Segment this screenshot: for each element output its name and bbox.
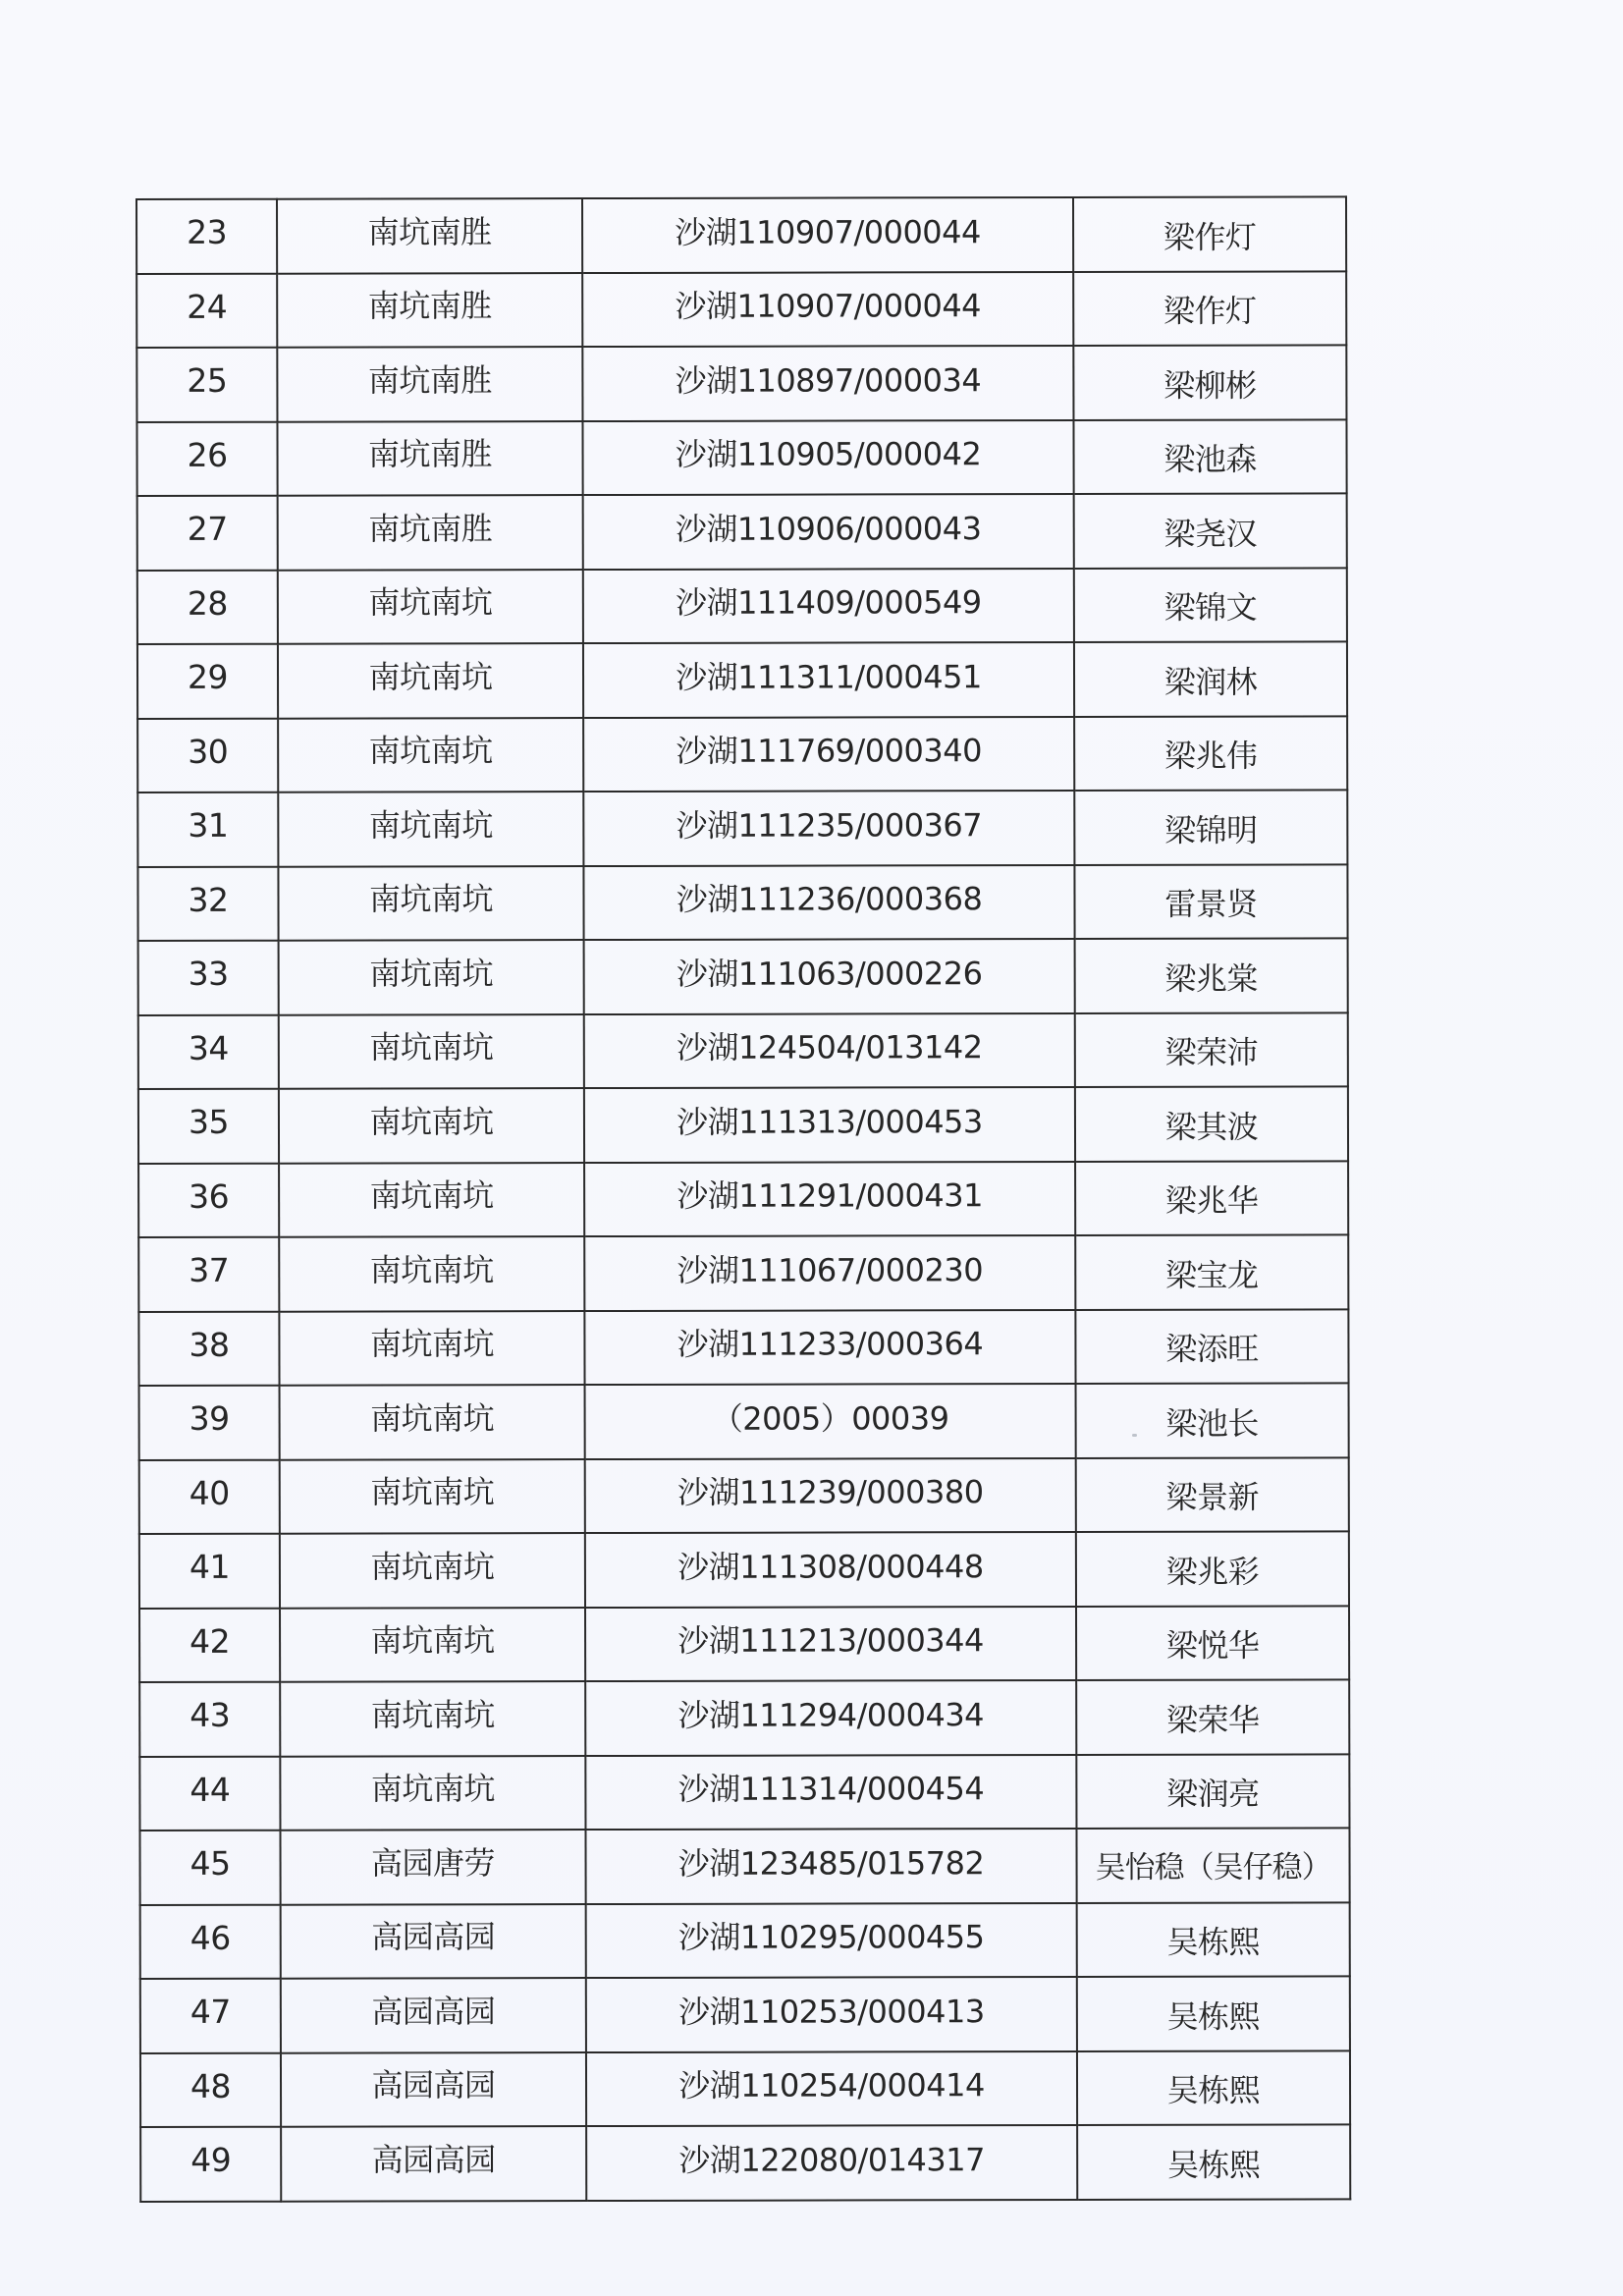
- holder-name-cell: 梁宝龙: [1075, 1234, 1348, 1309]
- table-row: [137, 864, 1347, 941]
- table-row: [138, 1012, 1348, 1089]
- holder-name-cell: 梁其波: [1075, 1086, 1348, 1161]
- village-cell: 南坑南坑: [279, 1088, 584, 1163]
- table-row: [138, 938, 1348, 1014]
- table-row: [137, 790, 1347, 866]
- certificate-number-cell: 沙湖111769/000340: [583, 716, 1074, 792]
- holder-name-cell: 梁作灯: [1073, 196, 1346, 271]
- village-cell: 南坑南坑: [279, 940, 584, 1014]
- village-cell: 南坑南坑: [280, 1681, 585, 1756]
- records-table-body: [136, 196, 1350, 2201]
- certificate-number-cell: 沙湖124504/013142: [584, 1012, 1075, 1088]
- table-row: [136, 345, 1346, 421]
- holder-name-cell: 梁锦明: [1074, 790, 1347, 864]
- row-number-cell: 38: [138, 1311, 279, 1386]
- row-number-cell: 44: [139, 1756, 280, 1831]
- certificate-number-cell: 沙湖111308/000448: [585, 1532, 1076, 1608]
- village-cell: 南坑南胜: [277, 198, 582, 273]
- village-cell: 南坑南坑: [280, 1608, 585, 1682]
- village-cell: 南坑南胜: [278, 495, 583, 570]
- holder-name-cell: 梁兆彩: [1076, 1531, 1349, 1606]
- holder-name-cell: 吴栋熙: [1077, 2124, 1350, 2199]
- village-cell: 高园高园: [281, 1904, 586, 1979]
- table-row: [139, 1606, 1349, 1682]
- village-cell: 南坑南坑: [278, 792, 583, 866]
- holder-name-cell: 梁尧汉: [1074, 493, 1347, 568]
- records-table: [135, 195, 1351, 2202]
- certificate-number-cell: 沙湖111291/000431: [584, 1161, 1075, 1236]
- holder-name-cell: 吴栋熙: [1077, 1976, 1350, 2050]
- certificate-number-cell: 沙湖111313/000453: [584, 1087, 1075, 1163]
- holder-name-cell: 吴栋熙: [1077, 2050, 1350, 2125]
- village-cell: 高园唐劳: [280, 1830, 585, 1904]
- certificate-number-cell: 沙湖110907/000044: [582, 197, 1073, 273]
- holder-name-cell: 梁柳彬: [1073, 345, 1346, 419]
- certificate-number-cell: 沙湖110897/000034: [582, 346, 1073, 421]
- row-number-cell: 26: [136, 421, 277, 496]
- certificate-number-cell: 沙湖110905/000042: [582, 419, 1073, 495]
- certificate-number-cell: 沙湖111409/000549: [583, 568, 1074, 643]
- row-number-cell: 49: [140, 2127, 281, 2202]
- holder-name-cell: 梁锦文: [1074, 568, 1347, 642]
- holder-name-cell: 梁兆华: [1075, 1161, 1348, 1235]
- certificate-number-cell: 沙湖110254/000414: [586, 2050, 1077, 2126]
- row-number-cell: 34: [138, 1014, 279, 1089]
- row-number-cell: 37: [138, 1237, 279, 1312]
- certificate-number-cell: 沙湖111236/000368: [583, 864, 1074, 940]
- village-cell: 高园高园: [281, 2126, 586, 2201]
- village-cell: 南坑南坑: [280, 1533, 585, 1608]
- certificate-number-cell: 沙湖111233/000364: [584, 1309, 1075, 1385]
- certificate-number-cell: 沙湖111067/000230: [584, 1235, 1075, 1311]
- holder-name-cell: 梁润亮: [1076, 1754, 1349, 1829]
- table-row: [139, 1828, 1349, 1904]
- village-cell: 南坑南坑: [279, 1236, 584, 1311]
- row-number-cell: 48: [140, 2052, 281, 2127]
- holder-name-cell: 吴怡稳（吴仔稳）: [1076, 1828, 1349, 1902]
- certificate-number-cell: （2005）00039: [585, 1384, 1076, 1459]
- table-row: [140, 2124, 1350, 2201]
- row-number-cell: 25: [136, 348, 277, 422]
- village-cell: 南坑南坑: [279, 1311, 584, 1386]
- row-number-cell: 28: [137, 570, 278, 644]
- village-cell: 南坑南坑: [278, 718, 583, 793]
- table-row: [139, 1679, 1349, 1756]
- holder-name-cell: 梁兆伟: [1074, 716, 1347, 791]
- certificate-number-cell: 沙湖111311/000451: [583, 642, 1074, 718]
- row-number-cell: 47: [140, 1979, 281, 2053]
- certificate-number-cell: 沙湖110295/000455: [586, 1902, 1077, 1978]
- village-cell: 南坑南坑: [279, 1163, 584, 1237]
- certificate-number-cell: 沙湖110906/000043: [583, 494, 1074, 570]
- row-number-cell: 32: [137, 866, 278, 941]
- village-cell: 南坑南坑: [278, 643, 583, 718]
- row-number-cell: 46: [140, 1904, 281, 1979]
- table-row: [139, 1531, 1349, 1608]
- row-number-cell: 41: [139, 1534, 280, 1609]
- row-number-cell: 42: [139, 1608, 280, 1682]
- holder-name-cell: 梁池长: [1076, 1383, 1349, 1457]
- holder-name-cell: 梁作灯: [1073, 271, 1346, 346]
- village-cell: 南坑南坑: [279, 1014, 584, 1089]
- table-row: [137, 568, 1347, 644]
- village-cell: 高园高园: [281, 2052, 586, 2127]
- scan-speck: [1132, 1434, 1137, 1437]
- village-cell: 南坑南坑: [280, 1756, 585, 1831]
- table-row: [137, 493, 1347, 570]
- table-row: [139, 1457, 1349, 1534]
- row-number-cell: 24: [136, 273, 277, 348]
- table-row: [137, 716, 1347, 793]
- certificate-number-cell: 沙湖110907/000044: [582, 271, 1073, 347]
- row-number-cell: 45: [139, 1831, 280, 1905]
- holder-name-cell: 梁景新: [1076, 1457, 1349, 1532]
- row-number-cell: 39: [139, 1386, 280, 1460]
- row-number-cell: 29: [137, 644, 278, 719]
- holder-name-cell: 梁添旺: [1075, 1309, 1348, 1384]
- certificate-number-cell: 沙湖111063/000226: [584, 939, 1075, 1014]
- village-cell: 南坑南坑: [280, 1459, 585, 1534]
- certificate-number-cell: 沙湖111294/000434: [585, 1680, 1076, 1756]
- table-row: [140, 1976, 1350, 2052]
- table-row: [136, 419, 1346, 496]
- holder-name-cell: 梁兆棠: [1075, 938, 1348, 1012]
- table-row: [138, 1161, 1348, 1237]
- table-row: [137, 641, 1347, 718]
- table-row: [138, 1234, 1348, 1311]
- holder-name-cell: 梁荣华: [1076, 1679, 1349, 1754]
- row-number-cell: 35: [138, 1089, 279, 1164]
- table-row: [139, 1754, 1349, 1831]
- village-cell: 南坑南胜: [277, 421, 582, 496]
- row-number-cell: 36: [138, 1163, 279, 1237]
- table-row: [140, 1902, 1350, 1979]
- row-number-cell: 30: [137, 718, 278, 793]
- certificate-number-cell: 沙湖111239/000380: [585, 1457, 1076, 1533]
- table-row: [140, 2050, 1350, 2127]
- village-cell: 南坑南坑: [280, 1385, 585, 1459]
- row-number-cell: 40: [139, 1459, 280, 1534]
- certificate-number-cell: 沙湖111213/000344: [585, 1606, 1076, 1681]
- certificate-number-cell: 沙湖122080/014317: [586, 2125, 1077, 2201]
- certificate-number-cell: 沙湖123485/015782: [585, 1829, 1076, 1904]
- village-cell: 南坑南坑: [278, 570, 583, 644]
- row-number-cell: 43: [139, 1682, 280, 1757]
- holder-name-cell: 雷景贤: [1074, 864, 1347, 939]
- village-cell: 南坑南坑: [278, 866, 583, 941]
- certificate-number-cell: 沙湖111235/000367: [583, 791, 1074, 866]
- row-number-cell: 23: [136, 199, 277, 274]
- table-row: [136, 196, 1346, 273]
- row-number-cell: 33: [138, 941, 279, 1015]
- table-row: [138, 1086, 1348, 1163]
- certificate-number-cell: 沙湖111314/000454: [585, 1754, 1076, 1830]
- table-row: [138, 1309, 1348, 1386]
- village-cell: 南坑南胜: [277, 347, 582, 421]
- table-row: [139, 1383, 1349, 1459]
- village-cell: 高园高园: [281, 1978, 586, 2052]
- row-number-cell: 31: [137, 793, 278, 867]
- village-cell: 南坑南胜: [277, 273, 582, 348]
- certificate-number-cell: 沙湖110253/000413: [586, 1977, 1077, 2052]
- row-number-cell: 27: [137, 496, 278, 571]
- holder-name-cell: 梁悦华: [1076, 1606, 1349, 1680]
- table-row: [136, 271, 1346, 348]
- holder-name-cell: 梁荣沛: [1075, 1012, 1348, 1087]
- holder-name-cell: 吴栋熙: [1077, 1902, 1350, 1977]
- holder-name-cell: 梁池森: [1073, 419, 1346, 494]
- holder-name-cell: 梁润林: [1074, 641, 1347, 716]
